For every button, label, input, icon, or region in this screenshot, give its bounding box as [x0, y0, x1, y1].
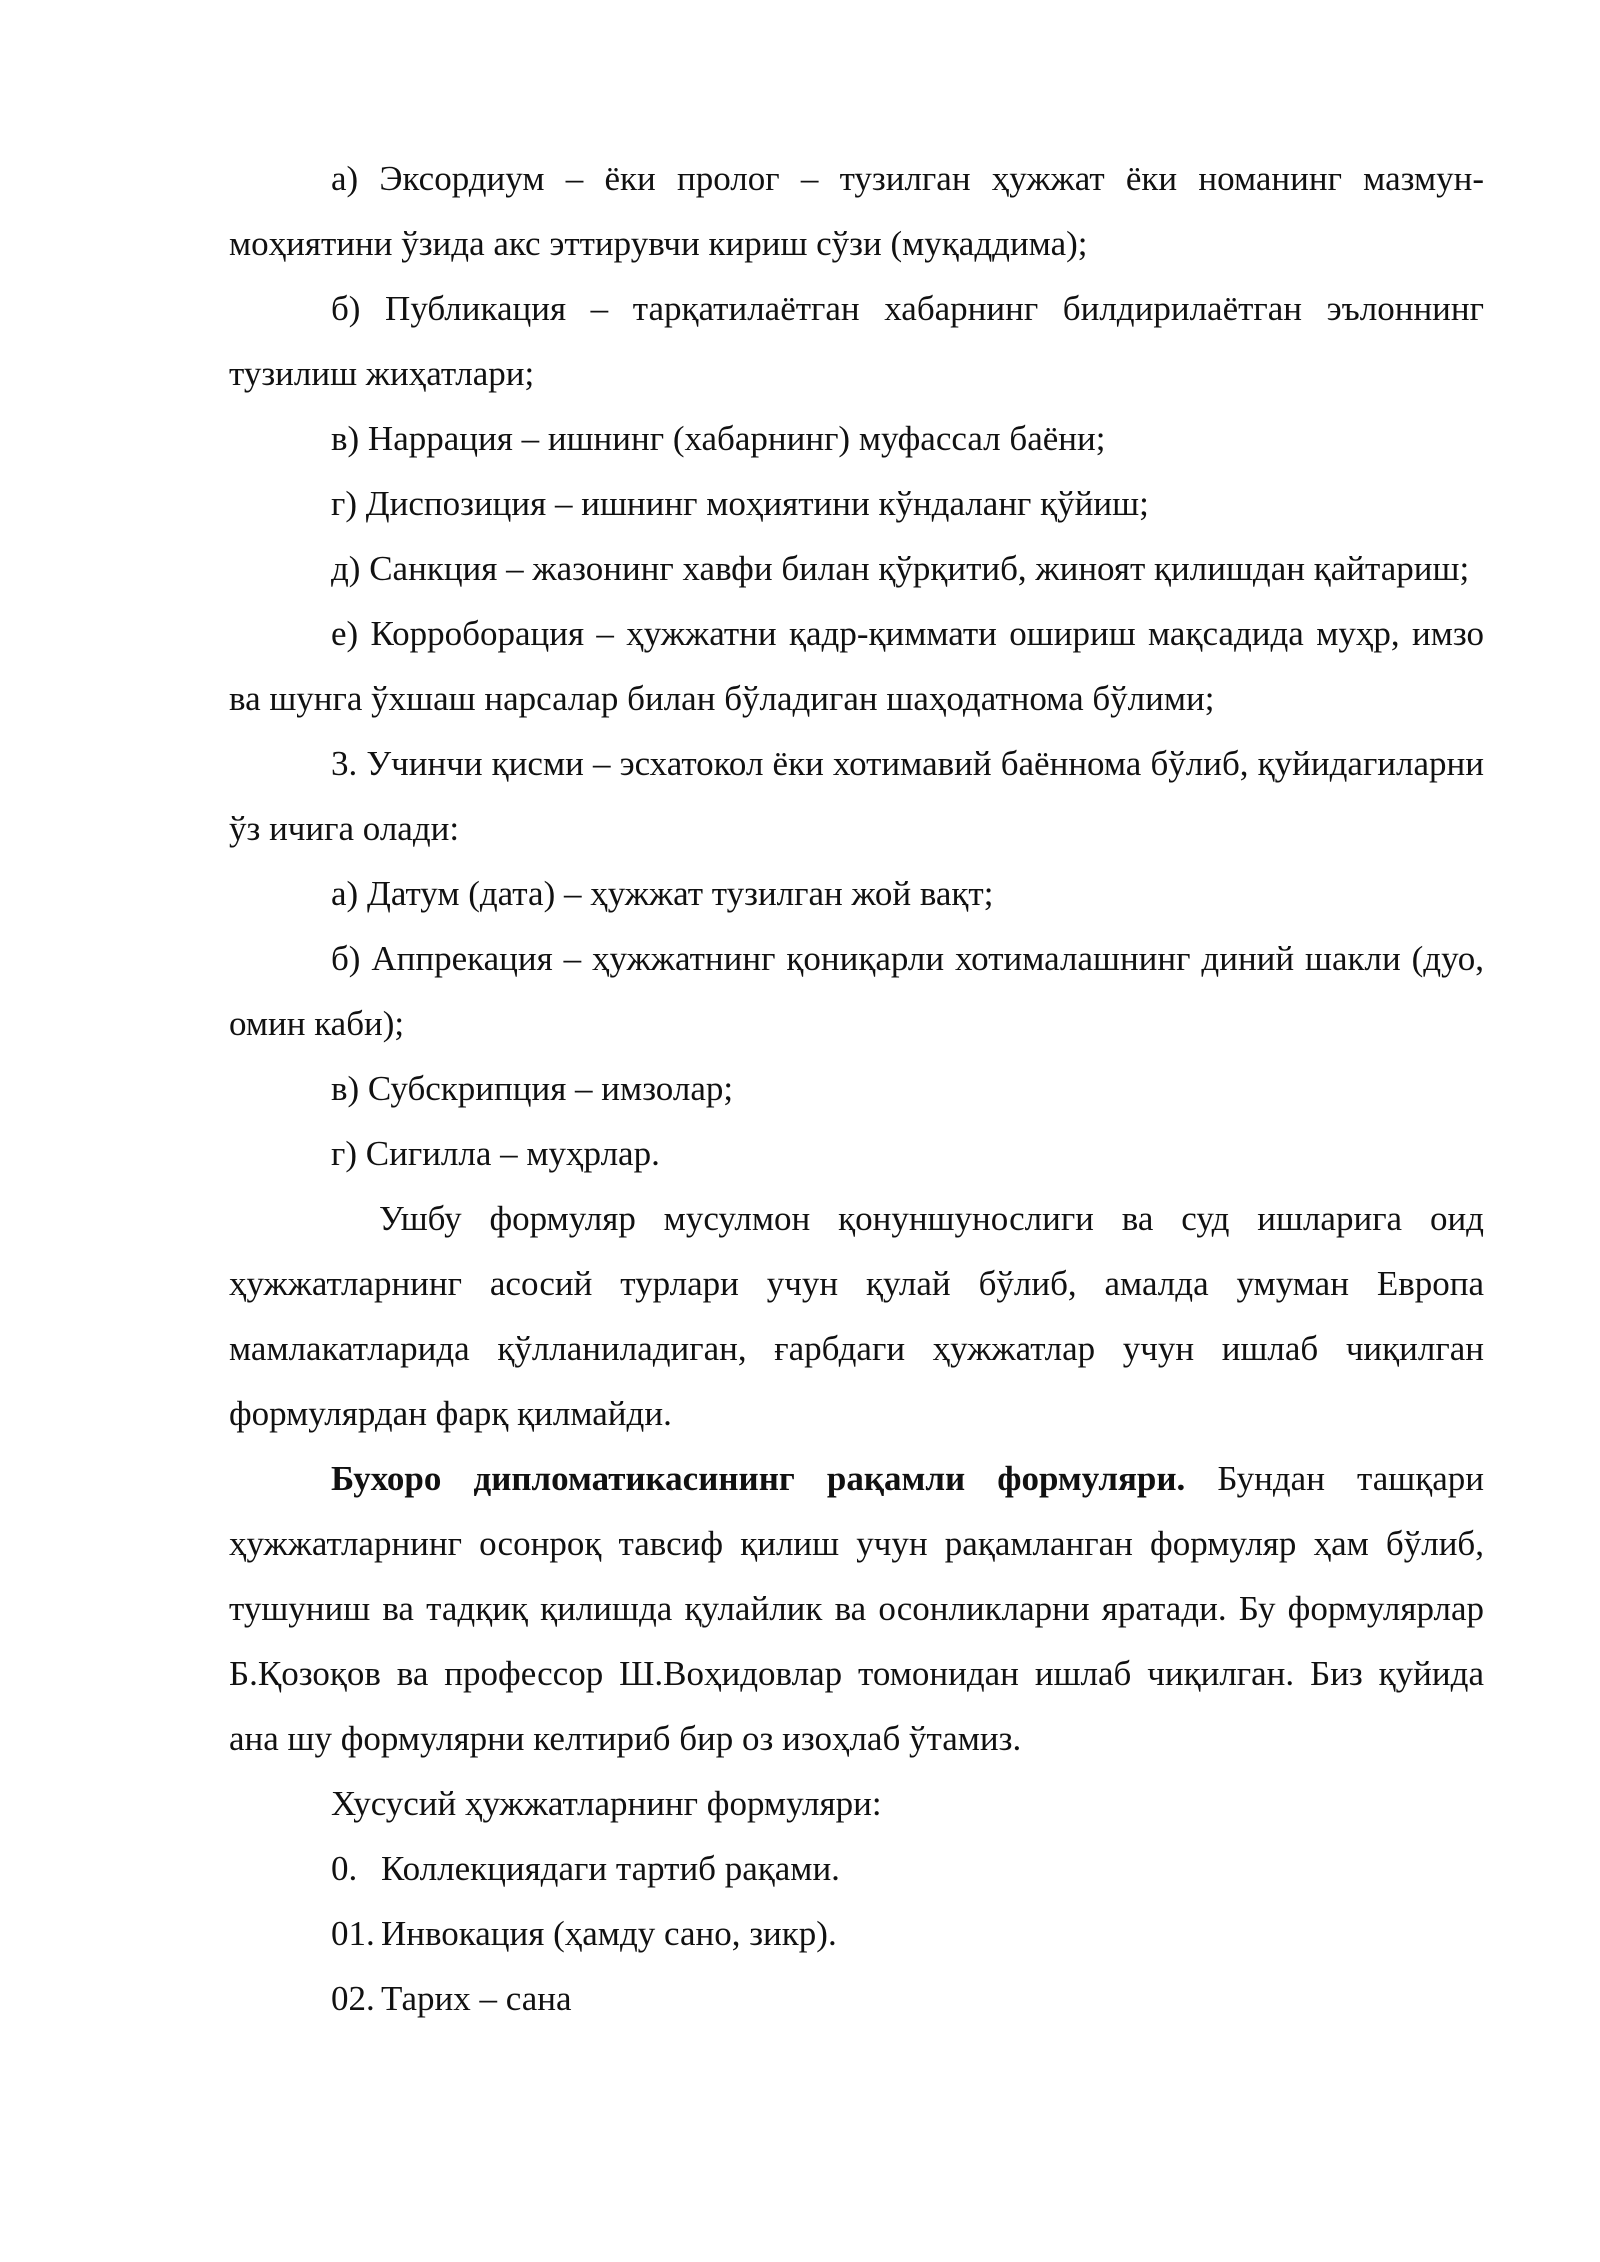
list-item-text: Коллекциядаги тартиб рақами. — [381, 1849, 840, 1888]
list-item — [229, 1966, 1484, 2031]
paragraph-third-part: 3. Учинчи қисми – эсхатокол ёки хотимавий баённома бўлиб, қуйидагиларни ўз ичига олади: — [229, 744, 1484, 848]
paragraph-formular-summary: Ушбу формуляр мусулмон қонуншунослиги ва суд ишларига оид ҳужжатларнинг асосий турлари учун қулай бўлиб, амалда умуман Европа мамлакатларида қўлланиладиган, ғарбдаги ҳужжатлар учун ишлаб чиқилган формулярдан фарқ қилмайди. — [229, 1199, 1484, 1433]
list-item — [229, 1836, 1484, 1901]
list-item-text: Тарих – сана — [381, 1979, 572, 2018]
paragraph-subscription: в) Субскрипция – имзолар; — [331, 1069, 734, 1108]
paragraph-sigilla: г) Сигилла – муҳрлар. — [331, 1134, 660, 1173]
paragraph-publication: б) Публикация – тарқатилаётган хабарнинг билдирилаётган эълоннинг тузилиш жиҳатлари; — [229, 289, 1484, 393]
paragraph-apprecation: б) Аппрекация – ҳужжатнинг қониқарли хотималашнинг диний шакли (дуо, омин каби); — [229, 939, 1484, 1043]
list-item — [229, 1901, 1484, 1966]
document-page — [229, 146, 1484, 2031]
list-item-number: 01. — [331, 1914, 375, 1953]
section-heading: Бухоро дипломатикасининг рақамли формуляри. — [331, 1459, 1186, 1498]
paragraph-corroboration: е) Корроборация – ҳужжатни қадр-қиммати ошириш мақсадида муҳр, имзо ва шунга ўхшаш нарсалар билан бўладиган шаҳодатнома бўлими; — [229, 614, 1484, 718]
paragraph-exordium: а) Эксордиум – ёки пролог – тузилган ҳужжат ёки номанинг мазмун-моҳиятини ўзида акс эттирувчи кириш сўзи (муқаддима); — [229, 159, 1484, 263]
paragraph-sanction: д) Санкция – жазонинг хавфи билан қўрқитиб, жиноят қилишдан қайтариш; — [331, 549, 1470, 588]
section-heading-text: Бундан ташқари ҳужжатларнинг осонроқ тавсиф қилиш учун рақамланган формуляр ҳам бўлиб, тушуниш ва тадқиқ қилишда қулайлик ва осонликларни яратади. Бу формулярлар Б.Қозоқов ва профессор Ш.Воҳидовлар томонидан ишлаб чиқилган. Биз қуйида ана шу формулярни келтириб бир оз изоҳлаб ўтамиз. — [229, 1459, 1484, 1758]
list-intro: Хусусий ҳужжатларнинг формуляри: — [331, 1784, 882, 1823]
paragraph-disposition: г) Диспозиция – ишнинг моҳиятини кўндаланг қўйиш; — [331, 484, 1149, 523]
paragraph-narration: в) Наррация – ишнинг (хабарнинг) муфассал баёни; — [331, 419, 1106, 458]
list-item-number: 0. — [331, 1849, 358, 1888]
list-item-number: 02. — [331, 1979, 375, 2018]
paragraph-datum: а) Датум (дата) – ҳужжат тузилган жой вақт; — [331, 874, 994, 913]
paragraph-bukhara-formular — [229, 1446, 1484, 1771]
list-item-text: Инвокация (ҳамду сано, зикр). — [381, 1914, 837, 1953]
